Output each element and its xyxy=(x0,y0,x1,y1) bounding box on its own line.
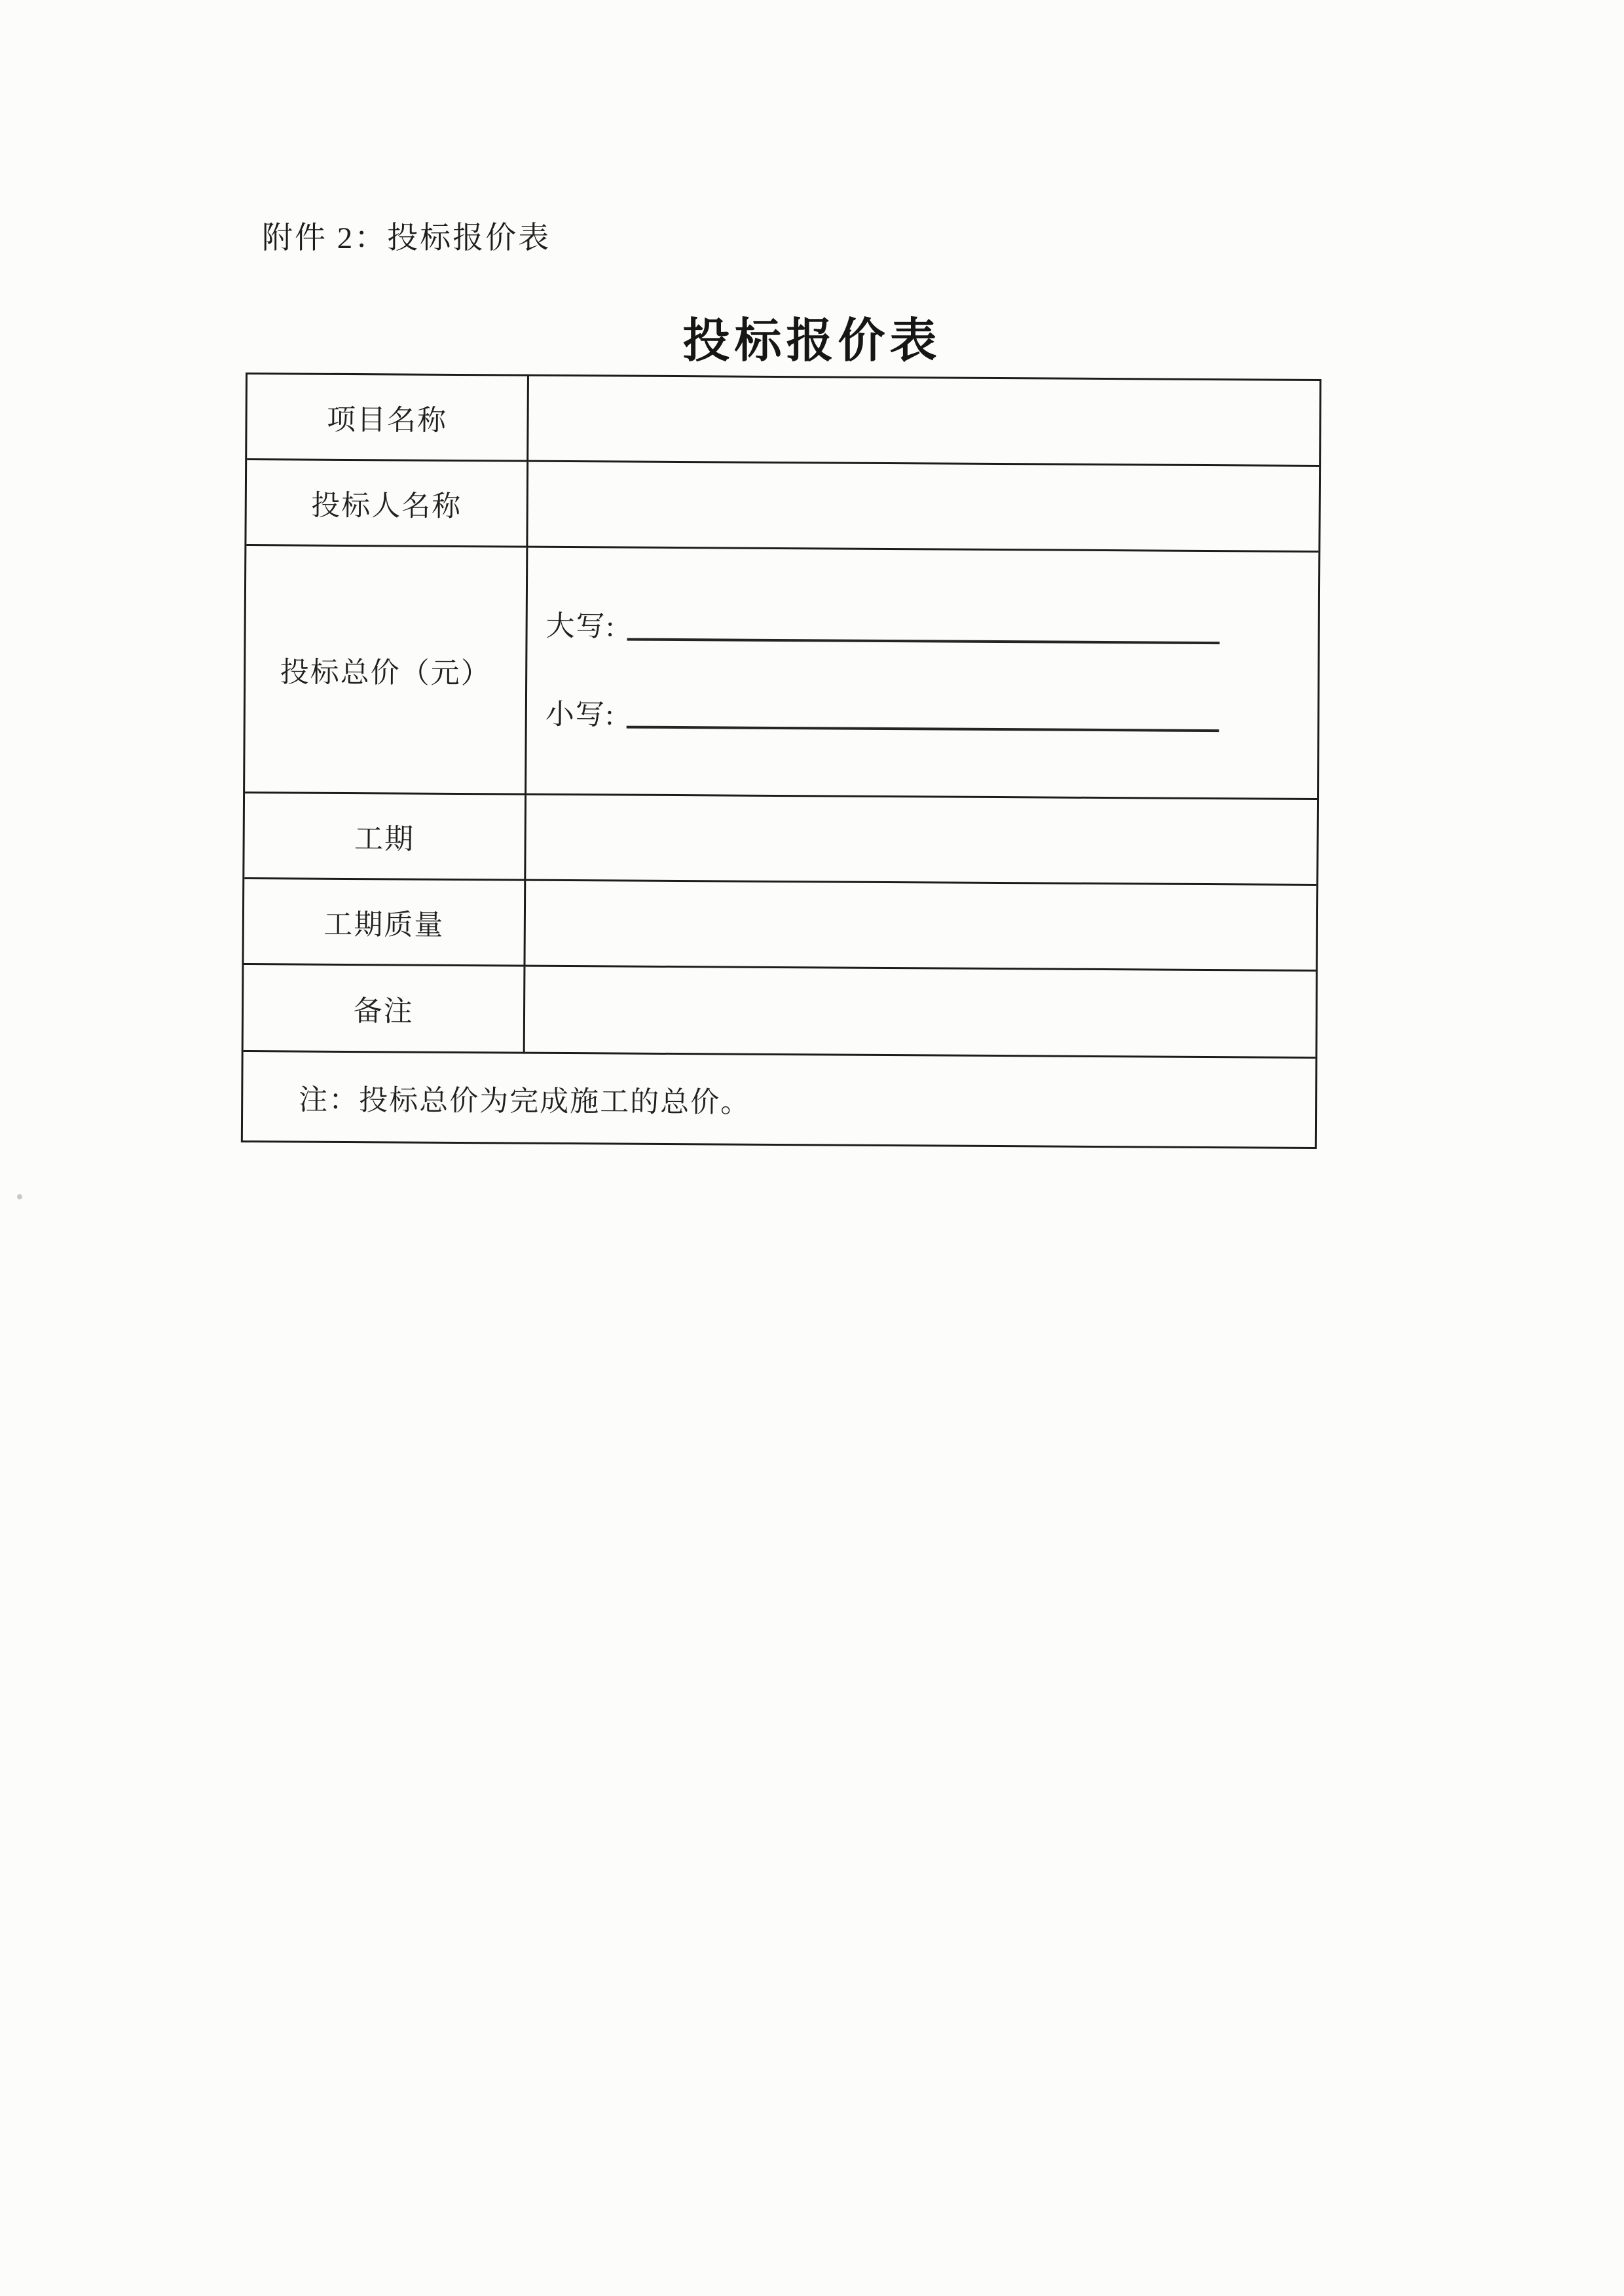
row-label-total-bid-price: 投标总价（元） xyxy=(245,546,528,795)
uppercase-amount-label: 大写: xyxy=(545,610,616,643)
row-value-project-name xyxy=(528,376,1320,467)
page-title: 投标报价表 xyxy=(682,315,942,367)
row-value-period-quality xyxy=(525,881,1316,972)
numeric-amount-fill-line xyxy=(627,726,1219,733)
row-value-total-bid-price xyxy=(526,548,1318,800)
row-value-remarks xyxy=(525,967,1316,1059)
row-value-bidder-name xyxy=(528,462,1319,553)
uppercase-amount-fill-line xyxy=(627,638,1220,644)
amount-line-numeric xyxy=(545,698,1219,735)
numeric-amount-label: 小写: xyxy=(545,698,616,731)
attachment-label: 附件 2：投标报价表 xyxy=(262,221,551,255)
row-label-remarks: 备注 xyxy=(244,965,526,1054)
row-label-construction-period: 工期 xyxy=(244,793,526,881)
row-label-period-quality: 工期质量 xyxy=(244,879,526,967)
bid-quotation-table xyxy=(241,373,1321,1149)
row-label-bidder-name: 投标人名称 xyxy=(246,460,528,548)
table-note: 注：投标总价为完成施工的总价。 xyxy=(299,1084,751,1119)
row-label-project-name: 项目名称 xyxy=(247,374,529,462)
row-value-construction-period xyxy=(526,795,1317,886)
amount-line-uppercase xyxy=(545,610,1219,647)
scan-speck-artifact xyxy=(17,1194,22,1199)
